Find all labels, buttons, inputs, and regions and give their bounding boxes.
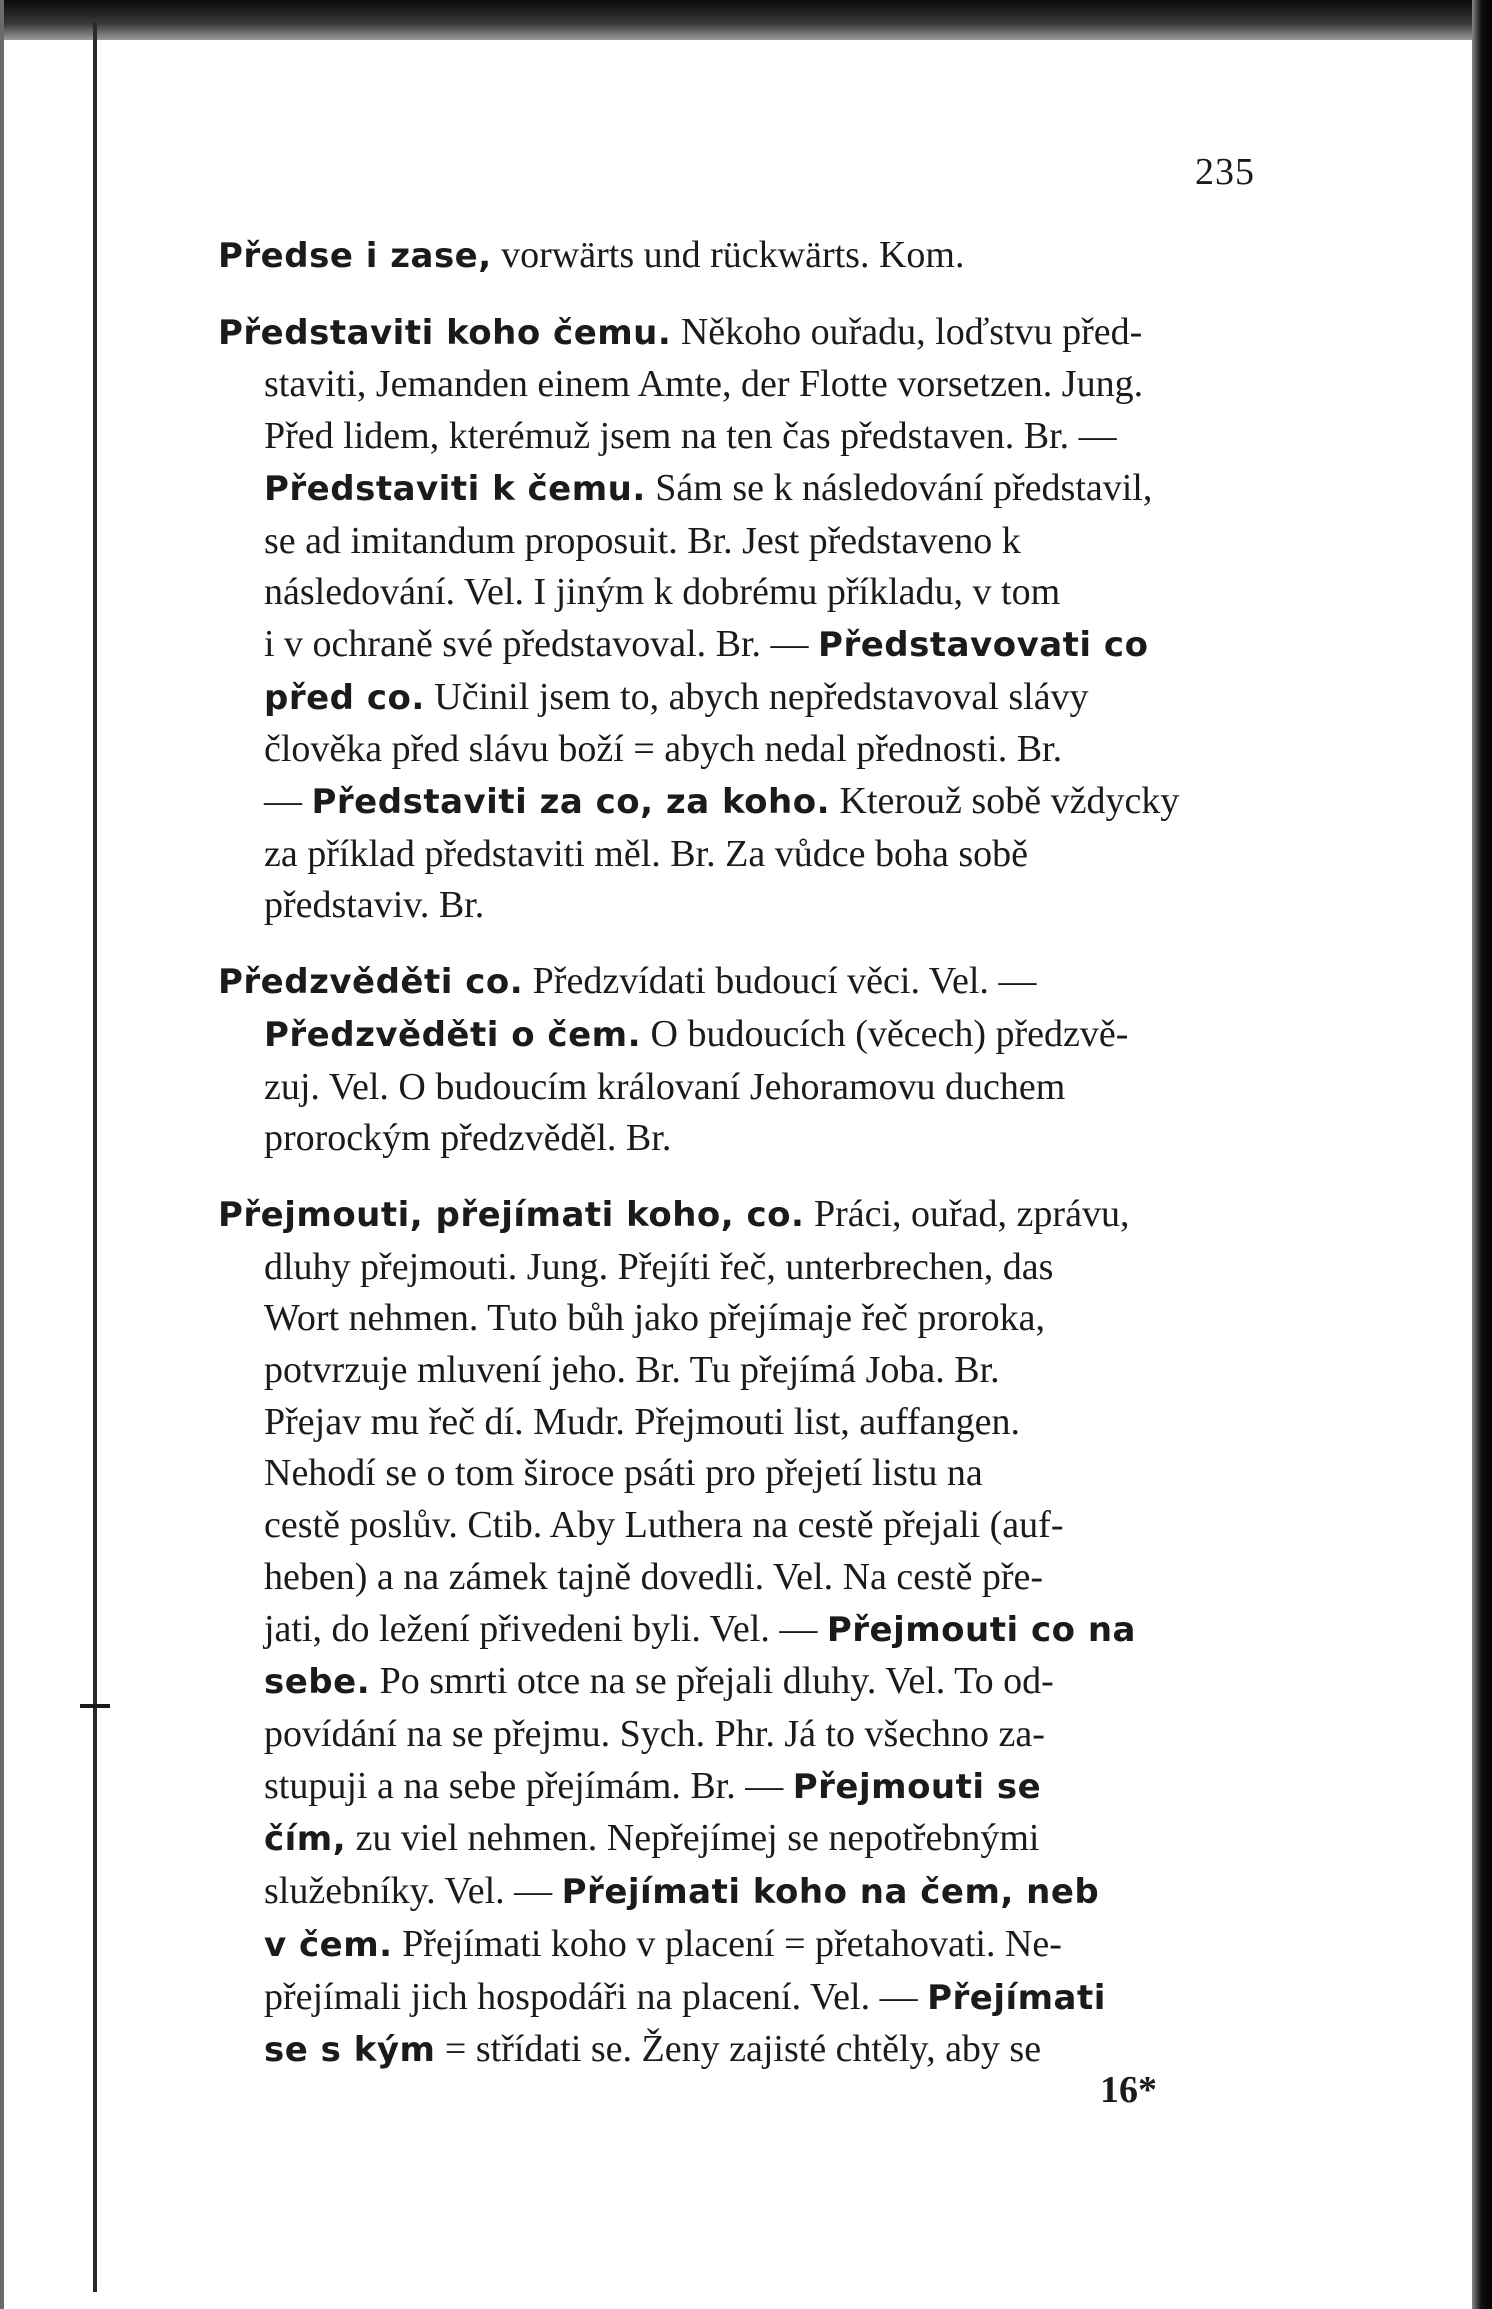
- entry-line: [218, 1293, 1270, 1345]
- entry-line: [218, 1656, 1270, 1709]
- entry-line: [218, 516, 1270, 568]
- entry-text: Přejav mu řeč dí. Mudr. Přejmouti list, auffangen.: [264, 1400, 1020, 1443]
- entry-line: [218, 463, 1270, 516]
- entry-text: Učinil jsem to, abych nepředstavoval slávy: [424, 675, 1089, 718]
- binding-mark: [80, 1704, 110, 1708]
- entry-text: heben) a na zámek tajně dovedli. Vel. Na cestě pře-: [264, 1555, 1043, 1598]
- entry-text: Sám se k následování představil,: [645, 466, 1153, 509]
- entry-text: Práci, ouřad, zprávu,: [804, 1192, 1130, 1235]
- entry-text: zuj. Vel. O budoucím královaní Jehoramovu duchem: [264, 1065, 1066, 1108]
- entry-text: Předzvídati budoucí věci. Vel. —: [523, 960, 1037, 1003]
- entry-text: = střídati se. Ženy zajisté chtěly, aby se: [435, 2028, 1042, 2071]
- entry-line: [218, 1448, 1270, 1500]
- headword: Předzvěděti o čem.: [264, 1014, 641, 1055]
- dictionary-entry: [218, 307, 1270, 932]
- entry-text: Wort nehmen. Tuto bůh jako přejímaje řeč proroka,: [264, 1297, 1046, 1340]
- scan-top-edge: [0, 0, 1492, 40]
- entry-line: [218, 567, 1270, 619]
- entry-text: služebníky. Vel. —: [264, 1870, 562, 1913]
- entry-line: [218, 359, 1270, 411]
- entry-text: i v ochraně své představoval. Br. —: [264, 622, 819, 665]
- entry-line: [218, 1552, 1270, 1604]
- entry-text: Nehodí se o tom široce psáti pro přejetí listu na: [264, 1452, 983, 1495]
- entry-text: Před lidem, kterémuž jsem na ten čas představen. Br. —: [264, 415, 1117, 458]
- dictionary-entry: [218, 1189, 1270, 2077]
- headword: Představovati co: [818, 624, 1149, 665]
- entry-line: [218, 1189, 1270, 1242]
- entry-line: [218, 724, 1270, 776]
- headword: Představiti koho čemu.: [218, 312, 672, 353]
- entry-line: [218, 672, 1270, 725]
- entry-text: cestě poslův. Ctib. Aby Luthera na cestě přejali (auf-: [264, 1504, 1064, 1547]
- headword: Přejmouti co na: [826, 1609, 1136, 1650]
- entry-text: povídání na se přejmu. Sych. Phr. Já to všechno za-: [264, 1712, 1045, 1755]
- page-number: 235: [1195, 151, 1255, 193]
- entry-line: [218, 1761, 1270, 1814]
- entry-line: [218, 1709, 1270, 1761]
- entry-line: [218, 1397, 1270, 1449]
- entry-text: —: [264, 780, 312, 823]
- printer-signature: 16*: [1100, 2069, 1157, 2111]
- headword: Předse i zase,: [218, 236, 492, 276]
- headword: Předzvěděti co.: [218, 962, 524, 1003]
- entry-text: dluhy přejmouti. Jung. Přejíti řeč, unterbrechen, das: [264, 1245, 1054, 1288]
- entry-text: člověka před slávu boží = abych nedal přednosti. Br.: [264, 728, 1063, 771]
- entry-line: [218, 1113, 1270, 1165]
- entry-text: přejímali jich hospodáři na placení. Vel. —: [264, 1975, 928, 2018]
- entry-text: vorwärts und rückwärts. Kom.: [491, 234, 965, 276]
- entry-line: [218, 829, 1270, 881]
- binding-line: [93, 22, 97, 2292]
- entry-line: [218, 776, 1270, 829]
- entry-text: potvrzuje mluvení jeho. Br. Tu přejímá Joba. Br.: [264, 1349, 1000, 1392]
- dictionary-entry: [218, 956, 1270, 1165]
- entry-text: se ad imitandum proposuit. Br. Jest představeno k: [264, 519, 1021, 562]
- scan-right-edge: [1472, 0, 1492, 2309]
- entry-line: [218, 1500, 1270, 1552]
- entry-text: Přejímati koho v placení = přetahovati. Ne-: [392, 1922, 1062, 1965]
- entry-line: [218, 1972, 1270, 2025]
- entry-text: staviti, Jemanden einem Amte, der Flotte vorsetzen. Jung.: [264, 363, 1144, 406]
- headword: Přejmouti, přejímati koho, co.: [218, 1194, 805, 1235]
- headword: před co.: [264, 677, 425, 718]
- entry-text: Někoho ouřadu, loďstvu před-: [671, 310, 1143, 353]
- dictionary-entry: [218, 230, 1270, 283]
- entry-line: [218, 880, 1270, 932]
- headword: Představiti k čemu.: [264, 468, 646, 509]
- dictionary-text: [218, 230, 1270, 2101]
- entry-line: [218, 1062, 1270, 1114]
- entry-text: představiv. Br.: [264, 884, 485, 927]
- entry-line: [218, 1813, 1270, 1866]
- entry-text: následování. Vel. I jiným k dobrému příkladu, v tom: [264, 571, 1061, 614]
- scan-left-edge: [0, 0, 4, 2309]
- headword: se s kým: [264, 2030, 436, 2071]
- entry-text: Po smrti otce na se přejali dluhy. Vel. To od-: [370, 1660, 1054, 1703]
- entry-line: [218, 1604, 1270, 1657]
- headword: v čem.: [264, 1924, 393, 1965]
- entry-line: [218, 1242, 1270, 1294]
- headword: Přejímati: [927, 1977, 1106, 2018]
- entry-text: stupuji a na sebe přejímám. Br. —: [264, 1764, 793, 1807]
- entry-line: [218, 1009, 1270, 1062]
- entry-line: [218, 1345, 1270, 1397]
- entry-line: [218, 230, 1270, 283]
- entry-text: prorockým předzvěděl. Br.: [264, 1117, 672, 1160]
- entry-line: [218, 411, 1270, 463]
- entry-text: O budoucích (věcech) předzvě-: [641, 1012, 1129, 1055]
- entry-text: zu viel nehmen. Nepřejímej se nepotřebnými: [346, 1817, 1040, 1860]
- entry-line: [218, 619, 1270, 672]
- headword: sebe.: [264, 1662, 371, 1703]
- entry-text: jati, do ležení přivedeni byli. Vel. —: [264, 1607, 827, 1650]
- entry-text: Kterouž sobě vždycky: [830, 780, 1180, 823]
- entry-line: [218, 956, 1270, 1009]
- headword: Přejmouti se: [792, 1766, 1042, 1807]
- entry-line: [218, 1866, 1270, 1919]
- headword: Přejímati koho na čem, neb: [561, 1872, 1100, 1913]
- entry-text: za příklad představiti měl. Br. Za vůdce boha sobě: [264, 832, 1028, 875]
- entry-line: [218, 307, 1270, 360]
- headword: Představiti za co, za koho.: [311, 782, 831, 823]
- entry-line: [218, 1919, 1270, 1972]
- headword: čím,: [264, 1819, 347, 1860]
